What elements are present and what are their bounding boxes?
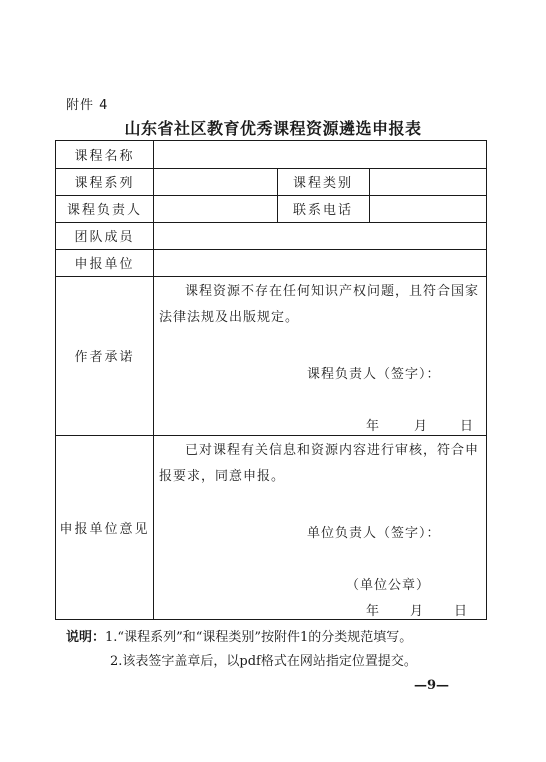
opinion-date-month: 月 [410,604,425,619]
applicant-unit-field[interactable] [154,250,486,275]
attachment-label: 附件 4 [66,98,109,113]
course-category-label: 课程类别 [292,176,353,191]
team-members-field[interactable] [154,223,486,248]
author-commitment-text: 课程资源不存在任何知识产权问题，且符合国家法律法规及出版规定。 [159,284,480,325]
course-leader-signature-label: 课程负责人（签字）： [307,367,441,382]
opinion-date-day: 日 [454,604,469,619]
note-item-1: 1.“课程系列”和“课程类别”按附件1的分类规范填写。 [105,630,413,645]
notes [66,626,417,674]
contact-phone-label: 联系电话 [292,203,353,218]
course-leader-label: 课程负责人 [66,203,142,218]
course-series-field[interactable] [154,169,276,194]
course-category-field[interactable] [370,169,486,194]
unit-opinion-text: 已对课程有关信息和资源内容进行审核，符合申报要求，同意申报。 [159,443,480,484]
notes-label: 说明： [66,630,106,645]
unit-opinion-label: 申报单位意见 [59,521,150,537]
commitment-date-year: 年 [366,419,381,434]
note-item-2: 2.该表签字盖章后，以pdf格式在网站指定位置提交。 [110,654,417,669]
course-name-field[interactable] [154,142,486,167]
unit-seal-label: （单位公章） [346,578,431,593]
applicant-unit-label: 申报单位 [74,257,135,272]
unit-leader-signature-label: 单位负责人（签字）： [307,526,441,541]
author-commitment-label: 作者承诺 [74,350,135,365]
opinion-date-year: 年 [366,604,381,619]
team-members-label: 团队成员 [74,230,135,245]
application-form-table [55,140,487,620]
course-leader-field[interactable] [154,196,276,221]
contact-phone-field[interactable] [370,196,486,221]
form-title: 山东省社区教育优秀课程资源遴选申报表 [124,119,422,138]
course-series-label: 课程系列 [74,176,135,191]
commitment-date-day: 日 [460,419,475,434]
course-name-label: 课程名称 [74,149,135,164]
page-number: —9— [414,678,450,693]
commitment-date-month: 月 [414,419,429,434]
